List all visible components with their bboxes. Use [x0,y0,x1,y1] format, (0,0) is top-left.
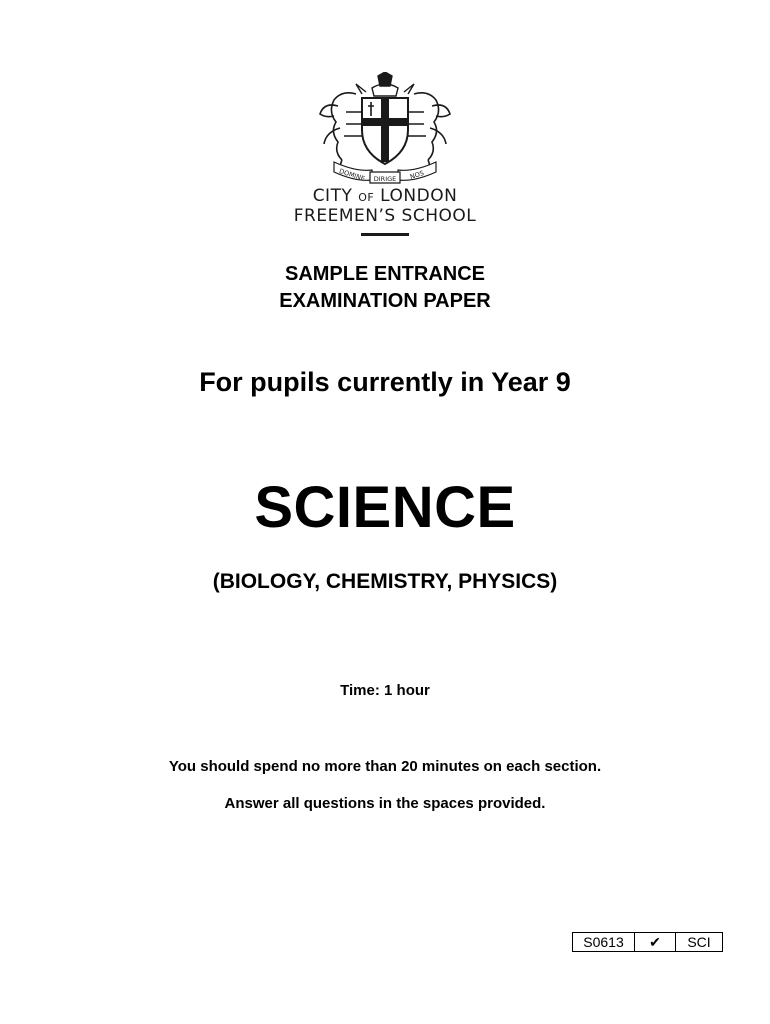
school-name-line1 [0,186,770,206]
school-name-city: CITY [312,186,353,206]
time-allowed: Time: 1 hour [340,682,430,699]
motto-right: NOS [409,169,425,181]
subject-subtitle: (BIOLOGY, CHEMISTRY, PHYSICS) [212,570,558,593]
motto-bottom: DIRIGE [373,175,397,183]
school-name-underline [361,233,409,236]
school-name-london: LONDON [380,186,458,206]
paper-type-line2: EXAMINATION PAPER [279,290,491,312]
motto-left: DOMINE [338,167,366,183]
subject-title: SCIENCE [254,475,516,540]
subject-code: SCI [687,934,711,950]
school-name-line2: FREEMEN’S SCHOOL [293,206,477,226]
school-crest-logo [316,72,454,184]
instruction-answer-all: Answer all questions in the spaces provided. [224,795,546,812]
check-mark-icon: ✔ [635,933,676,951]
paper-code-box [572,932,723,952]
paper-type-line1: SAMPLE ENTRANCE [284,263,485,285]
audience-heading: For pupils currently in Year 9 [199,367,571,397]
instruction-time-per-section: You should spend no more than 20 minutes on each section. [168,758,602,775]
paper-code: S0613 [573,933,635,951]
school-name-of: OF [358,191,375,204]
